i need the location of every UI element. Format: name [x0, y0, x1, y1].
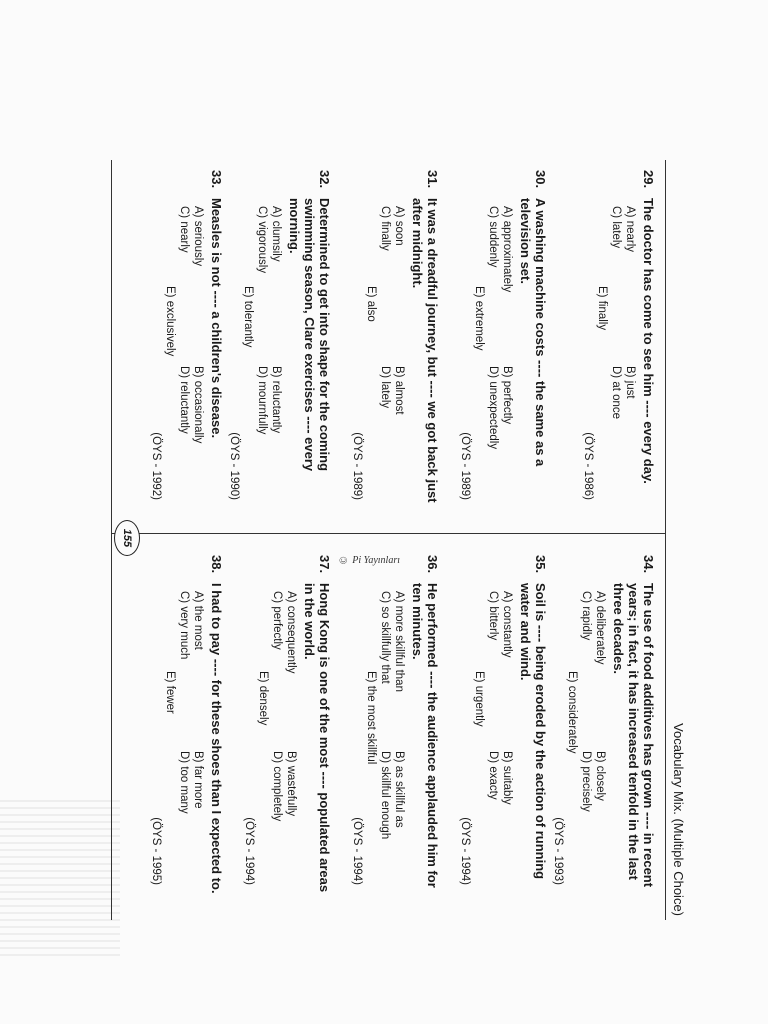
option-a: A) clumsily: [270, 206, 282, 262]
option-d: D) too many: [178, 751, 190, 814]
question-36: [332, 555, 440, 895]
option-d: D) lately: [379, 366, 391, 409]
option-d: D) reluctantly: [178, 366, 190, 434]
option-e: E) densely: [257, 671, 269, 726]
publisher-mark: © Pi Yayınları: [338, 555, 400, 566]
question-stem: He performed ---- the audience applauded him for ten minutes.: [410, 583, 440, 888]
question-number: 37.: [317, 555, 332, 574]
option-a: A) deliberately: [594, 591, 606, 665]
question-number: 32.: [317, 170, 332, 189]
question-number: 36.: [425, 555, 440, 574]
option-b: B) suitably: [501, 751, 513, 805]
options: [242, 206, 282, 510]
question-35: [440, 555, 548, 895]
option-b: B) as skillful as: [393, 751, 405, 828]
question-29: [548, 170, 656, 510]
option-e: E) tolerantly: [242, 286, 254, 348]
option-e: E) finally: [596, 286, 608, 331]
left-column: [116, 170, 656, 510]
question-38: [116, 555, 224, 895]
option-d: D) completely: [271, 751, 283, 822]
question-stem: Measles is not ---- a children's disease.: [209, 198, 224, 439]
option-a: A) seriously: [192, 206, 204, 267]
bottom-rule: [111, 160, 112, 920]
exam-source: (ÖYS - 1989): [459, 432, 471, 500]
rotated-page: [90, 160, 690, 920]
option-b: B) almost: [393, 366, 405, 415]
question-number: 34.: [641, 555, 656, 574]
option-e: E) exclusively: [164, 286, 176, 357]
options: [365, 591, 405, 895]
exam-source: (ÖYS - 1993): [552, 817, 564, 885]
option-d: D) at once: [610, 366, 622, 420]
exam-source: (ÖYS - 1990): [228, 432, 240, 500]
option-b: B) just: [624, 366, 636, 399]
options: [257, 591, 297, 895]
exam-source: (ÖYS - 1995): [150, 817, 162, 885]
option-e: E) also: [365, 286, 377, 322]
option-c: C) bitterly: [487, 591, 499, 641]
option-c: C) lately: [610, 206, 622, 249]
page-area: [90, 160, 690, 920]
question-stem: It was a dreadful journey, but ---- we got back just after midnight.: [410, 198, 440, 503]
option-b: B) reluctantly: [270, 366, 282, 434]
option-b: B) perfectly: [501, 366, 513, 425]
question-number: 38.: [209, 555, 224, 574]
option-a: A) soon: [393, 206, 405, 246]
option-b: B) wastefully: [285, 751, 297, 817]
question-stem: Hong Kong is one of the most ---- populated areas in the world.: [302, 583, 332, 893]
question-number: 35.: [533, 555, 548, 574]
option-e: E) fewer: [164, 671, 176, 714]
option-b: B) occasionally: [192, 366, 204, 444]
question-34: [548, 555, 656, 895]
question-stem: Soil is ---- being eroded by the action of running water and wind.: [518, 583, 548, 880]
exam-source: (ÖYS - 1992): [150, 432, 162, 500]
exam-source: (ÖYS - 1994): [243, 817, 255, 885]
option-d: D) precisely: [580, 751, 592, 812]
column-divider: [112, 533, 666, 534]
exam-source: (ÖYS - 1994): [351, 817, 363, 885]
options: [566, 591, 606, 895]
page-number: 155: [114, 520, 140, 556]
question-number: 30.: [533, 170, 548, 189]
options: [596, 206, 636, 510]
question-number: 31.: [425, 170, 440, 189]
question-stem: The use of food additives has grown ---- in recent years; in fact, it has increased tenfold in the last three decades.: [611, 583, 656, 888]
question-number: 33.: [209, 170, 224, 189]
option-c: C) finally: [379, 206, 391, 251]
option-a: A) constantly: [501, 591, 513, 658]
option-c: C) perfectly: [271, 591, 283, 650]
question-stem: A washing machine costs ---- the same as a television set.: [518, 198, 548, 467]
option-e: E) urgently: [473, 671, 485, 727]
header-rule: [665, 160, 666, 920]
right-column: [116, 555, 656, 895]
option-b: B) far more: [192, 751, 204, 809]
option-c: C) very much: [178, 591, 190, 660]
option-d: D) exacty: [487, 751, 499, 800]
exam-source: (ÖYS - 1994): [459, 817, 471, 885]
option-d: D) mournfully: [256, 366, 268, 435]
options: [473, 206, 513, 510]
question-number: 29.: [641, 170, 656, 189]
option-e: E) considerately: [566, 671, 578, 754]
option-c: C) so skillfully that: [379, 591, 391, 684]
options: [365, 206, 405, 510]
option-a: A) more skillful than: [393, 591, 405, 692]
option-c: C) suddenly: [487, 206, 499, 268]
question-30: [440, 170, 548, 510]
options: [164, 591, 204, 895]
option-a: A) nearly: [624, 206, 636, 253]
option-d: D) skillful enough: [379, 751, 391, 840]
option-a: A) the most: [192, 591, 204, 650]
option-b: B) closely: [594, 751, 606, 801]
question-31: [332, 170, 440, 510]
exam-source: (ÖYS - 1989): [351, 432, 363, 500]
option-d: D) unexpectedly: [487, 366, 499, 450]
question-33: [116, 170, 224, 510]
options: [164, 206, 204, 510]
question-stem: Determined to get into shape for the coming swimming season, Clare exercises ---- every morning.: [287, 198, 332, 472]
option-c: C) vigorously: [256, 206, 268, 274]
option-a: A) approximately: [501, 206, 513, 293]
option-a: A) consequently: [285, 591, 297, 674]
question-37: [224, 555, 332, 895]
option-e: E) the most skillful: [365, 671, 377, 765]
question-32: [224, 170, 332, 510]
page-header: Vocabulary Mix. (Multiple Choice): [671, 723, 686, 916]
question-stem: The doctor has come to see him ---- every day.: [641, 198, 656, 484]
option-c: C) nearly: [178, 206, 190, 253]
options: [473, 591, 513, 895]
exam-source: (ÖYS - 1986): [582, 432, 594, 500]
question-stem: I had to pay ---- for these shoes than I expected to.: [209, 583, 224, 894]
option-e: E) extremely: [473, 286, 485, 351]
option-c: C) rapidly: [580, 591, 592, 641]
